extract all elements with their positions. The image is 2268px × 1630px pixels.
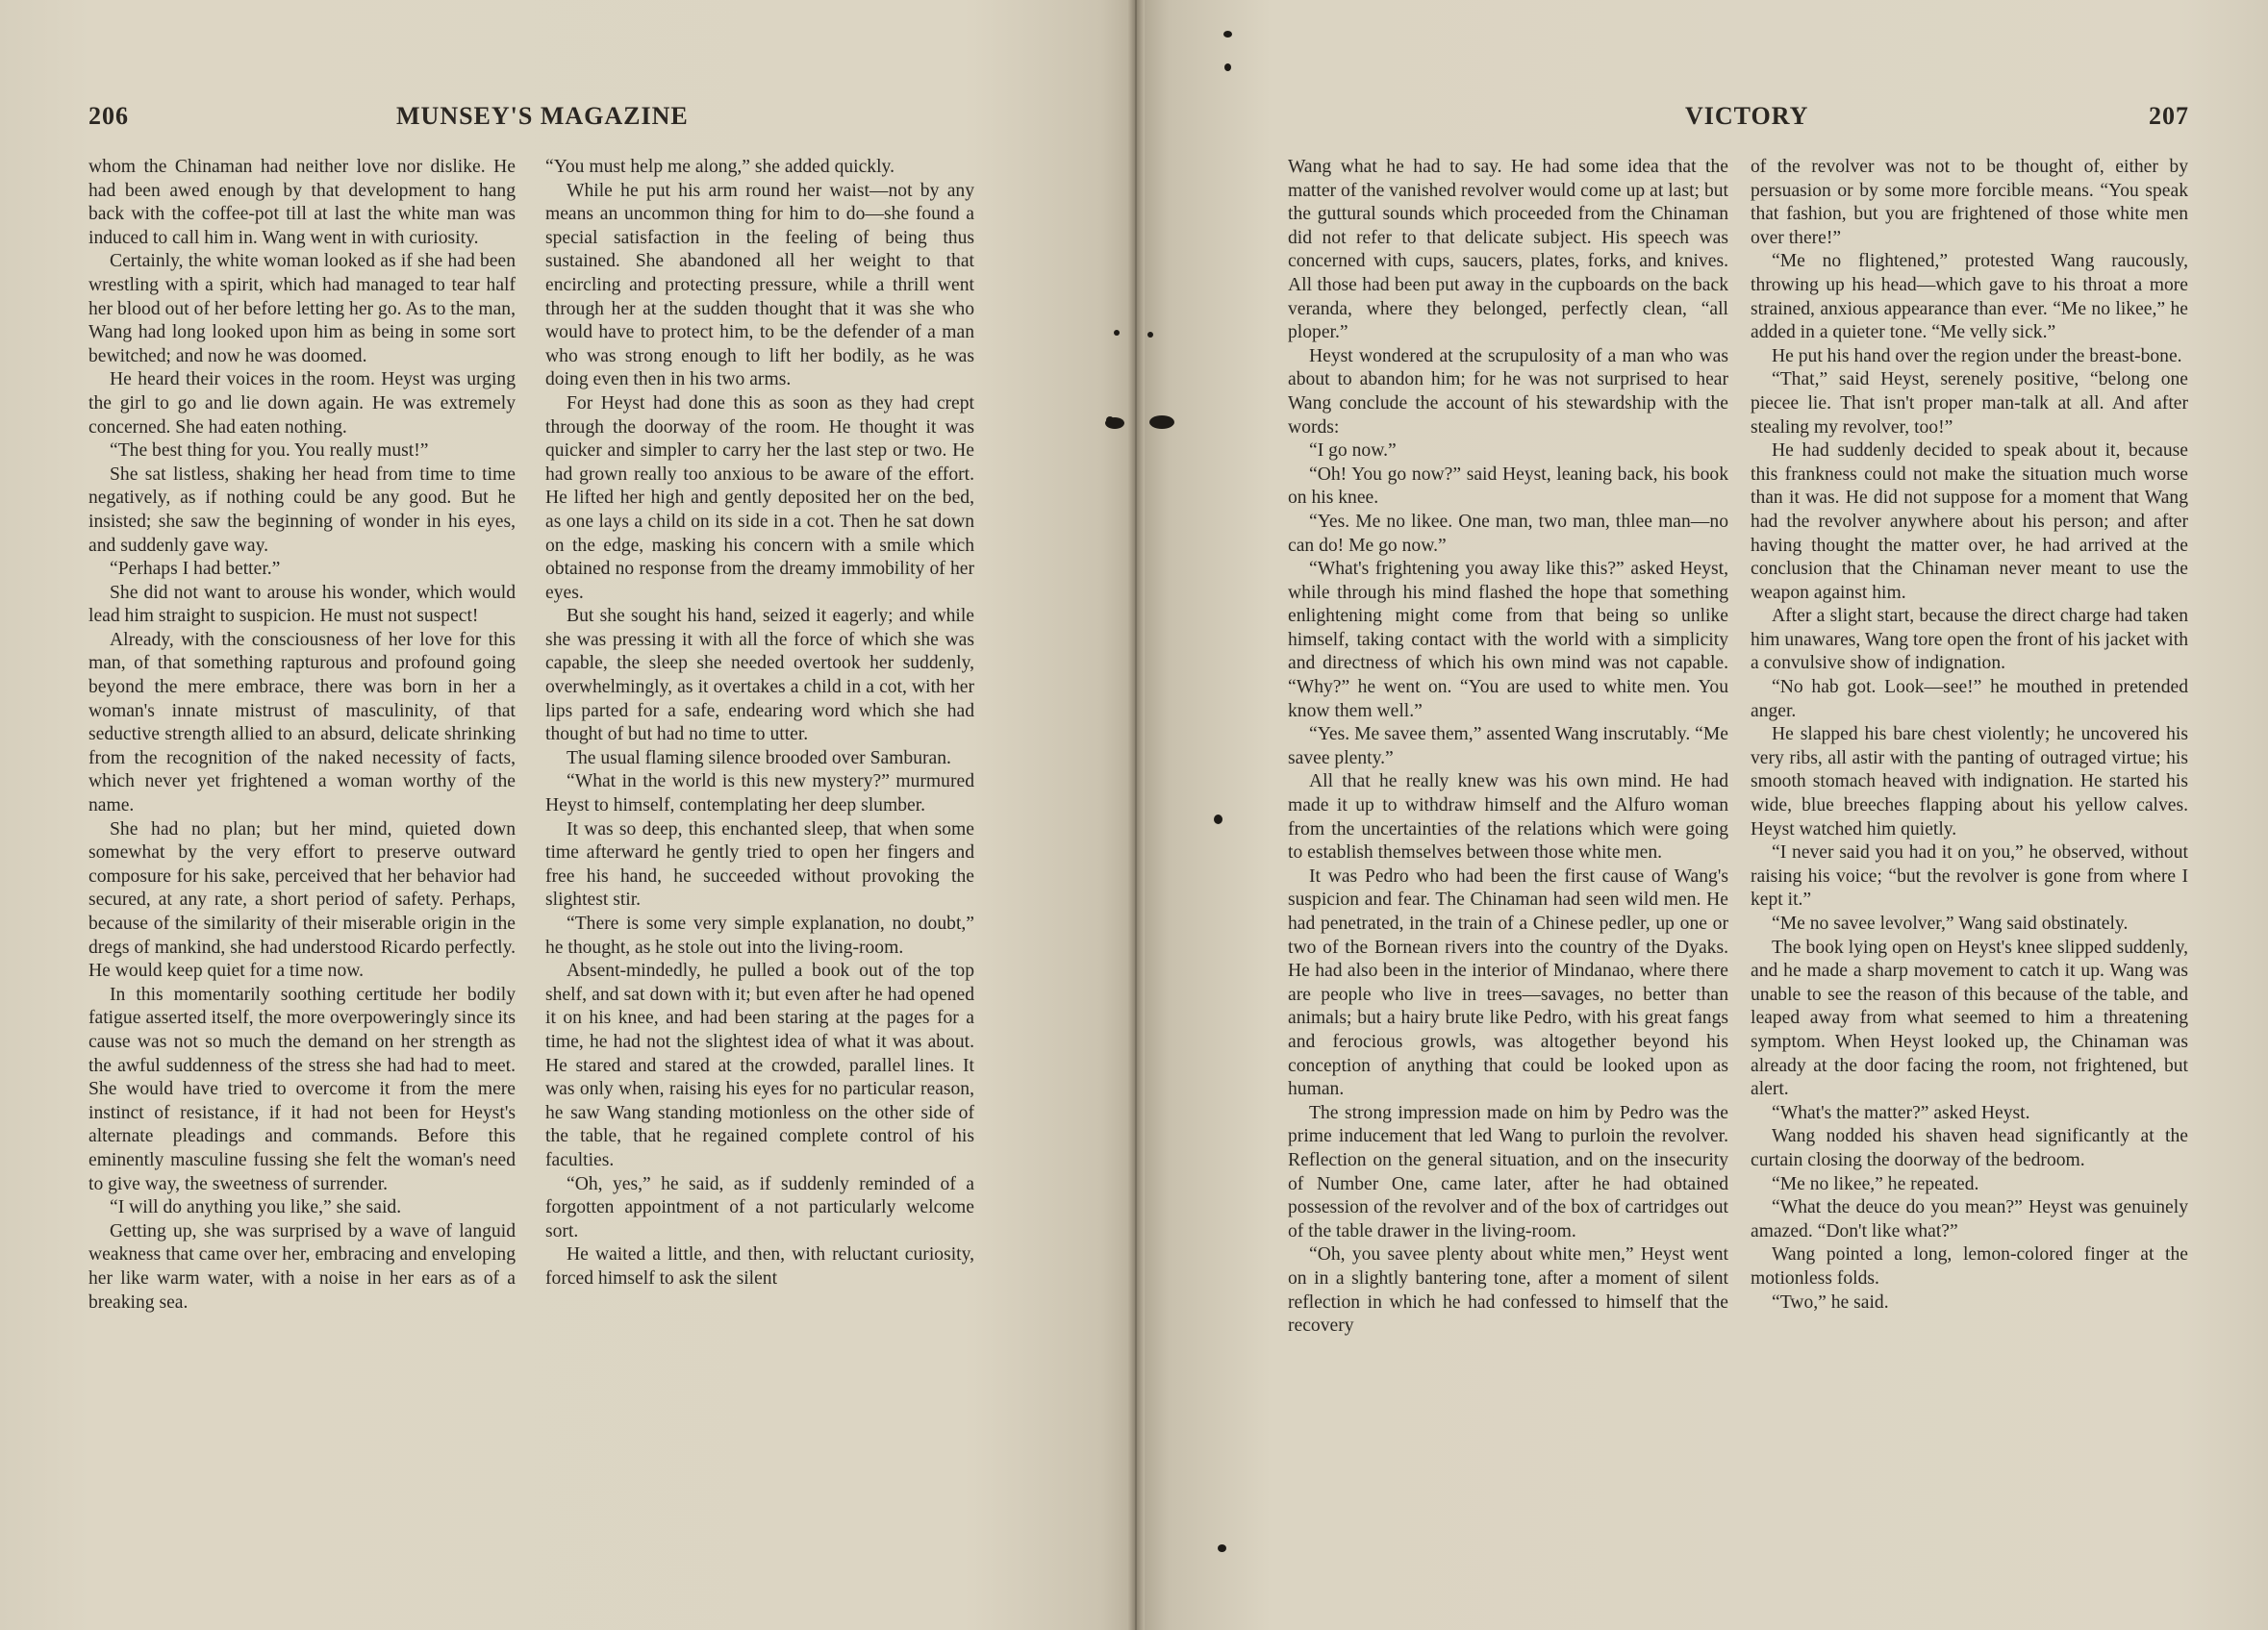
paragraph: Wang pointed a long, lemon-colored finger at the motionless folds. [1751,1244,2188,1289]
book-gutter [1127,0,1145,1630]
paragraph: of the revolver was not to be thought of, either by persuasion or by some more forcible means. “You speak that fashion, but you are frightened of those white men over there!” [1751,157,2188,248]
paragraph: While he put his arm round her waist—not by any means an uncommon thing for him to do—she found a special satisfaction in the feeling of being thus sustained. She abandoned all her weight to that encircling and protecting pressure, while a thrill went through her at the sudden thought that it was she who would have to protect him, to be the defender of a man who was strong enough to lift her bodily, as he was doing even then in his two arms. [545,180,974,390]
text-column [545,156,974,1291]
ink-speck [1223,31,1232,38]
paragraph: She did not want to arouse his wonder, which would lead him straight to suspicion. He must not suspect! [88,582,516,627]
paragraph: Wang what he had to say. He had some idea that the matter of the vanished revolver would come up at last; but the guttural sounds which proceeded from the Chinaman did not refer to that delicate subject. His speech was concerned with cups, saucers, plates, forks, and knives. All those had been put away in the cupboards on the back veranda, where they belonged, perfectly clean, “all ploper.” [1288,157,1728,343]
paragraph: “Oh, yes,” he said, as if suddenly reminded of a forgotten appointment of a not particularly welcome sort. [545,1173,974,1241]
paragraph: It was so deep, this enchanted sleep, that when some time afterward he gently tried to open her fingers and free his hand, he succeeded without provoking the slightest stir. [545,818,974,911]
text-column [1288,156,1728,1339]
right-page [1135,0,2268,1630]
paragraph: “What's frightening you away like this?” asked Heyst, while through his mind flashed the hope that something enlightening might come from that being so unlike himself, taking contact with the world with a simplicity and directness of which his own mind was not capable. “Why?” he went on. “You are used to white men. You know them well.” [1288,559,1728,721]
paragraph: Wang nodded his shaven head significantly at the curtain closing the doorway of the bedroom. [1751,1126,2188,1170]
running-head: VICTORY [1685,102,1809,130]
paragraph: “What's the matter?” asked Heyst. [1772,1102,2030,1123]
page-number: 206 [88,102,129,130]
paragraph: He slapped his bare chest violently; he uncovered his very ribs, all astir with the panting of outraged virtue; his smooth stomach heaved with indignation. He started his wide, blue breeches flapping about his yellow calves. Heyst watched him quietly. [1751,724,2188,840]
paragraph: He waited a little, and then, with reluctant curiosity, forced himself to ask the silent [545,1244,974,1289]
paragraph: “Yes. Me no likee. One man, two man, thlee man—no can do! Me go now.” [1288,511,1728,556]
text-column [88,156,516,1315]
paragraph: “I never said you had it on you,” he observed, without raising his voice; “but the revolver is gone from where I kept it.” [1751,842,2188,911]
paragraph: “Me no flightened,” protested Wang raucously, throwing up his head—which gave to his throat a more strained, anxious appearance than ever. “Me no likee,” he added in a quieter tone. “Me velly sick.” [1751,251,2188,343]
paragraph: “Two,” he said. [1772,1291,1889,1313]
paragraph: “Oh, you savee plenty about white men,” Heyst went on in a slightly bantering tone, after a moment of silent reflection in which he had confessed to himself that the recovery [1288,1244,1728,1337]
paragraph: Getting up, she was surprised by a wave of languid weakness that came over her, embracing and enveloping her like warm water, with a noise in her ears as of a breaking sea. [88,1220,516,1313]
paragraph: “I go now.” [1309,440,1397,462]
paragraph: “That,” said Heyst, serenely positive, “belong one piecee lie. That isn't proper man-talk at all. And after stealing my revolver, too!” [1751,369,2188,438]
ink-speck [1218,1544,1226,1552]
paragraph: Certainly, the white woman looked as if she had been wrestling with a spirit, which had managed to tear half her blood out of her before letting her go. As to the man, Wang had long looked upon him as being in some sort bewitched; and now he was doomed. [88,251,516,366]
paragraph: The strong impression made on him by Pedro was the prime inducement that led Wang to purloin the revolver. Reflection on the general situation, and on the insecurity of Number One, came later, after he had obtained possession of the revolver and of the box of cartridges out of the table drawer in the living-room. [1288,1102,1728,1241]
paragraph: He had suddenly decided to speak about it, because this frankness could not make the situation much worse than it was. He did not suppose for a moment that Wang had the revolver anywhere about his person; and after having thought the matter over, he had arrived at the conclusion that the Chinaman never meant to use the weapon against him. [1751,440,2188,603]
paragraph: “Perhaps I had better.” [110,559,281,580]
paragraph: The book lying open on Heyst's knee slipped suddenly, and he made a sharp movement to catch it up. Wang was unable to see the reason of this because of the table, and leaped away from what seemed to him a threatening symptom. When Heyst looked up, the Chinaman was already at the door facing the room, not frightened, but alert. [1751,937,2188,1100]
paragraph: For Heyst had done this as soon as they had crept through the doorway of the room. He thought it was quicker and simpler to carry her the last step or two. He had grown really too anxious to be aware of the effort. He lifted her high and gently deposited her on the bed, as one lays a child on its side in a cot. Then he sat down on the edge, masking his concern with a smile which obtained no response from the dreamy immobility of her eyes. [545,392,974,603]
page-number: 207 [2149,102,2189,130]
ink-speck [1105,417,1124,429]
ink-speck [1147,332,1153,338]
paragraph: whom the Chinaman had neither love nor dislike. He had been awed enough by that development to hang back with the coffee-pot till at last the white man was induced to call him in. Wang went in with curiosity. [88,157,516,248]
paragraph: “The best thing for you. You really must!” [110,440,429,462]
paragraph: “Oh! You go now?” said Heyst, leaning back, his book on his knee. [1288,464,1728,509]
paragraph: “There is some very simple explanation, no doubt,” he thought, as he stole out into the living-room. [545,914,974,958]
paragraph: “What the deuce do you mean?” Heyst was genuinely amazed. “Don't like what?” [1751,1197,2188,1241]
paragraph: “No hab got. Look—see!” he mouthed in pretended anger. [1751,677,2188,721]
paragraph: Absent-mindedly, he pulled a book out of the top shelf, and sat down with it; but even after he had opened it on his knee, and had been staring at the pages for a time, he had not the slightest idea of what it was about. He stared and stared at the crowded, parallel lines. It was only when, raising his eyes for no particular reason, he saw Wang standing motionless on the other side of the table, that he regained complete control of his faculties. [545,961,974,1170]
paragraph: “I will do anything you like,” she said. [110,1197,402,1218]
text-column [1751,156,2188,1315]
paragraph: The usual flaming silence brooded over Samburan. [567,747,951,768]
paragraph: She sat listless, shaking her head from time to time negatively, as if nothing could be any good. But he insisted; she saw the beginning of wonder in his eyes, and suddenly gave way. [88,464,516,556]
paragraph: He put his hand over the region under the breast-bone. [1772,345,2182,366]
paragraph: “What in the world is this new mystery?” murmured Heyst to himself, contemplating her deep slumber. [545,771,974,816]
paragraph: It was Pedro who had been the first cause of Wang's suspicion and fear. The Chinaman had seen wild men. He had penetrated, in the train of a Chinese pedler, up one or two of the Bornean rivers into the country of the Dyaks. He had also been in the interior of Mindanao, where there are people who live in trees—savages, no better than animals; but a hairy brute like Pedro, with his great fangs and ferocious growls, was altogether beyond his conception of anything that could be looked upon as human. [1288,865,1728,1100]
paragraph: “You must help me along,” she added quickly. [545,157,895,177]
paragraph: She had no plan; but her mind, quieted down somewhat by the very effort to preserve outward composure for his sake, perceived that her behavior had secured, at any rate, a short period of safety. Perhaps, because of the similarity of their miserable origin in the dregs of mankind, she had understood Ricardo perfectly. He would keep quiet for a time now. [88,818,516,982]
paragraph: Already, with the consciousness of her love for this man, of that something rapturous and profound going beyond the mere embrace, there was born in her a woman's innate mistrust of masculinity, of that seductive strength allied to an absurd, delicate shrinking from the recognition of the naked necessity of facts, which never yet frightened a woman worthy of the name. [88,629,516,816]
paragraph: He heard their voices in the room. Heyst was urging the girl to go and lie down again. He was extremely concerned. She had eaten nothing. [88,369,516,438]
paragraph: “Me no savee levolver,” Wang said obstinately. [1772,914,2129,934]
ink-speck [1214,815,1222,824]
ink-speck [1114,330,1120,336]
paragraph: “Me no likee,” he repeated. [1772,1173,1979,1194]
paragraph: After a slight start, because the direct charge had taken him unawares, Wang tore open the front of his jacket with a convulsive show of indignation. [1751,606,2188,674]
paragraph: “Yes. Me savee them,” assented Wang inscrutably. “Me savee plenty.” [1288,724,1728,768]
paragraph: All that he really knew was his own mind. He had made it up to withdraw himself and the Alfuro woman from the uncertainties of the relations which were going to establish themselves between those white men. [1288,771,1728,864]
paragraph: Heyst wondered at the scrupulosity of a man who was about to abandon him; for he was not surprised to hear Wang conclude the account of his stewardship with the words: [1288,345,1728,438]
paragraph: But she sought his hand, seized it eagerly; and while she was pressing it with all the force of which she was capable, the sleep she needed overtook her suddenly, overwhelmingly, as it overtakes a child in a cot, with her lips parted for a safe, endearing word which she had thought of but had no time to utter. [545,606,974,745]
ink-speck [1224,63,1231,71]
running-head: MUNSEY'S MAGAZINE [396,102,689,130]
ink-speck [1149,415,1174,429]
paragraph: In this momentarily soothing certitude her bodily fatigue asserted itself, the more overpoweringly since its cause was not so much the demand on her strength as the awful suddenness of the stress she had had to meet. She would have tried to overcome it from the mere instinct of resistance, if it had not been for Heyst's alternate pleadings and commands. Before this eminently masculine fussing she felt the woman's need to give way, the sweetness of surrender. [88,984,516,1194]
